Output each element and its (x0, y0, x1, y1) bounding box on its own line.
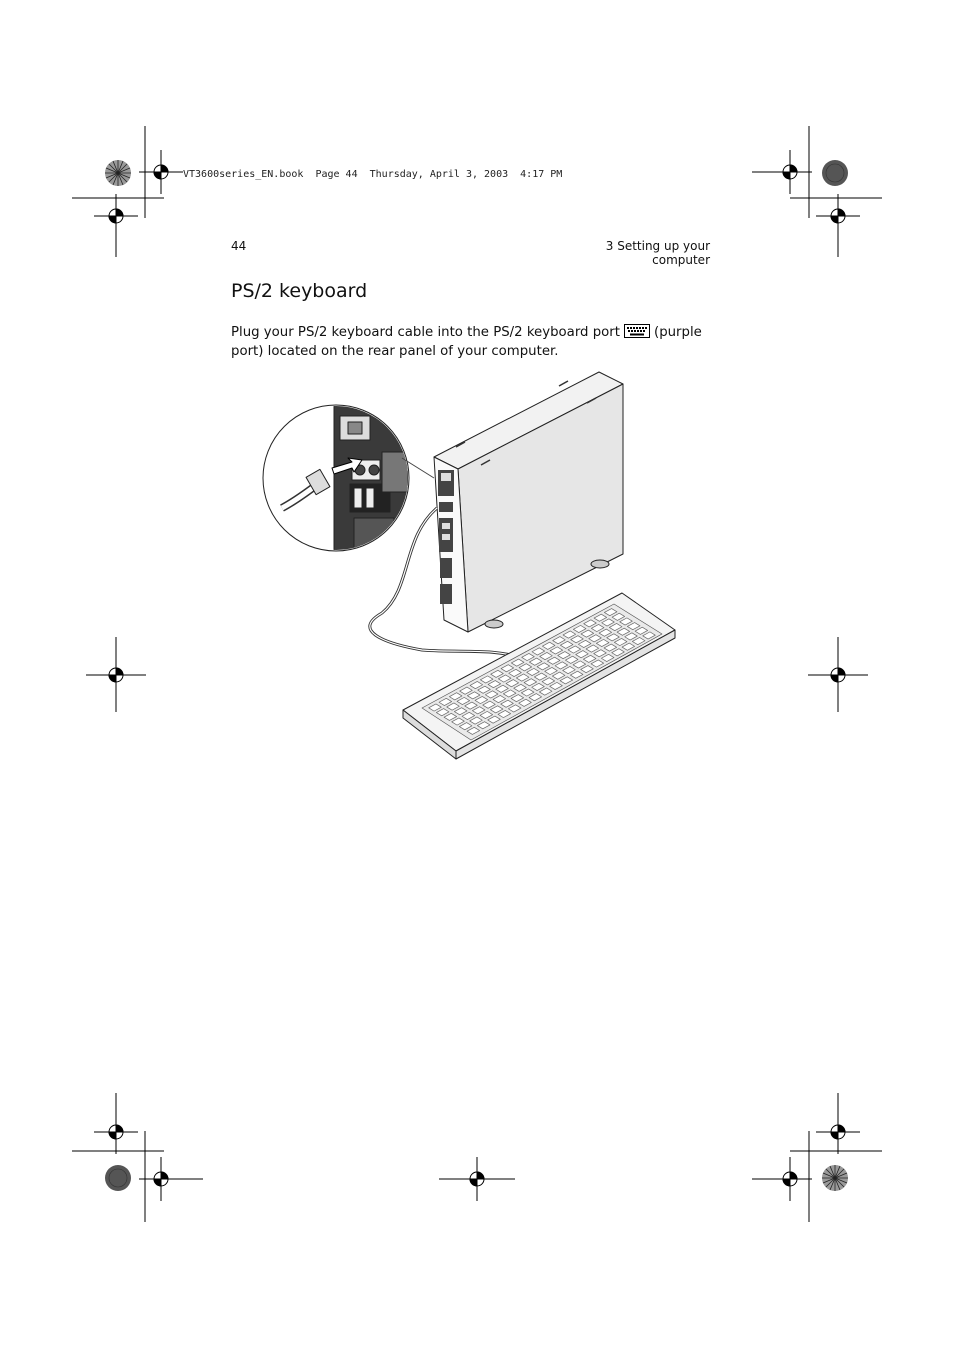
starburst-mark (105, 160, 131, 186)
registration-mark (816, 194, 860, 238)
registration-mark (439, 1157, 515, 1201)
starburst-mark (822, 1165, 848, 1191)
section-title: PS/2 keyboard (231, 280, 368, 302)
body-text-part2: (purple port) located on the rear panel of your computer. (231, 325, 702, 359)
page-number: 44 (231, 239, 247, 253)
registration-mark (94, 194, 138, 238)
registration-mark (139, 1157, 203, 1201)
keyboard-port-icon (624, 324, 650, 343)
registration-mark (752, 1157, 812, 1201)
registration-mark (816, 1110, 860, 1154)
body-text-part1: Plug your PS/2 keyboard cable into the PS/2 keyboard port (231, 325, 620, 340)
gray-dot-mark (105, 1165, 131, 1191)
print-slug: VT3600series_EN.book Page 44 Thursday, April 3, 2003 4:17 PM (183, 169, 563, 180)
registration-mark (86, 653, 146, 697)
registration-mark (94, 1110, 138, 1154)
body-paragraph (231, 324, 721, 360)
registration-mark (752, 150, 812, 194)
gray-dot-mark (822, 160, 848, 186)
running-header: 3 Setting up your computer (605, 239, 710, 267)
registration-mark (808, 653, 868, 697)
keyboard-connection-illustration (262, 368, 678, 763)
registration-mark (139, 150, 183, 194)
